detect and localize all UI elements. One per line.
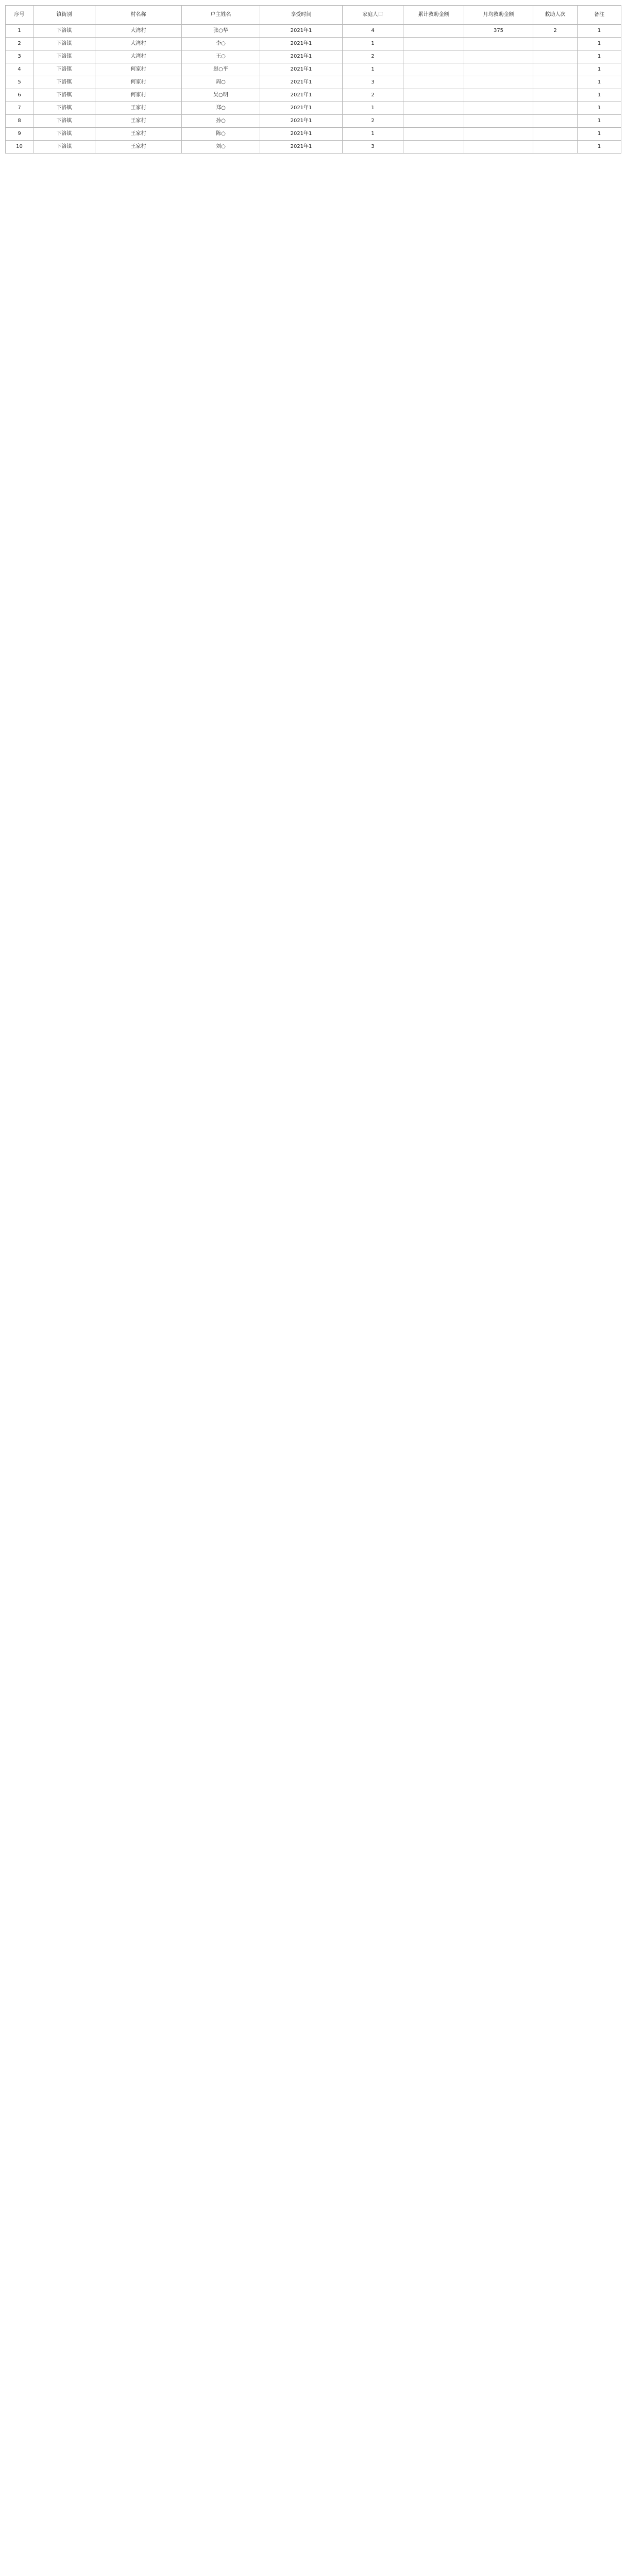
- table-cell: 赵○平: [182, 63, 260, 76]
- table-cell: 2021年1: [260, 115, 343, 128]
- table-cell: 下洛镇: [33, 89, 95, 102]
- table-cell: 下洛镇: [33, 102, 95, 115]
- roster-sheet: [5, 5, 621, 154]
- table-cell: 2021年1: [260, 76, 343, 89]
- table-cell: 1: [343, 102, 403, 115]
- table-cell: 6: [6, 89, 33, 102]
- table-cell: [464, 141, 533, 154]
- table-cell: [464, 115, 533, 128]
- table-cell: [403, 25, 464, 38]
- table-cell: 2021年1: [260, 89, 343, 102]
- table-row: [6, 141, 621, 154]
- table-cell: [403, 141, 464, 154]
- column-header: 月均救助金额: [464, 6, 533, 25]
- table-cell: 5: [6, 76, 33, 89]
- table-cell: 3: [343, 141, 403, 154]
- table-cell: [464, 63, 533, 76]
- table-cell: 2: [343, 115, 403, 128]
- table-cell: [464, 89, 533, 102]
- table-cell: 1: [578, 76, 621, 89]
- table-cell: 2: [343, 89, 403, 102]
- table-cell: [464, 50, 533, 63]
- table-cell: 王○: [182, 50, 260, 63]
- table-row: [6, 102, 621, 115]
- table-row: [6, 38, 621, 50]
- table-cell: [403, 102, 464, 115]
- table-cell: 2021年1: [260, 38, 343, 50]
- table-cell: [403, 63, 464, 76]
- table-cell: 周○: [182, 76, 260, 89]
- table-cell: 大湾村: [95, 38, 182, 50]
- table-cell: 2: [533, 25, 578, 38]
- table-cell: [533, 63, 578, 76]
- table-cell: 1: [343, 38, 403, 50]
- table-cell: [464, 128, 533, 141]
- table-cell: 1: [578, 141, 621, 154]
- table-cell: 1: [6, 25, 33, 38]
- table-cell: 李○: [182, 38, 260, 50]
- table-cell: 1: [343, 128, 403, 141]
- table-cell: 吴○明: [182, 89, 260, 102]
- table-row: [6, 76, 621, 89]
- table-cell: 375: [464, 25, 533, 38]
- column-header: 备注: [578, 6, 621, 25]
- table-cell: 下洛镇: [33, 50, 95, 63]
- table-cell: 下洛镇: [33, 128, 95, 141]
- table-cell: [533, 50, 578, 63]
- table-cell: [403, 115, 464, 128]
- table-cell: 下洛镇: [33, 141, 95, 154]
- table-cell: [464, 102, 533, 115]
- table-cell: 1: [578, 128, 621, 141]
- table-cell: 郑○: [182, 102, 260, 115]
- table-cell: 王家村: [95, 128, 182, 141]
- table-cell: [403, 89, 464, 102]
- table-cell: 1: [578, 102, 621, 115]
- table-cell: 张○华: [182, 25, 260, 38]
- table-cell: 2021年1: [260, 128, 343, 141]
- table-cell: 1: [578, 89, 621, 102]
- table-cell: 1: [343, 63, 403, 76]
- table-cell: 王家村: [95, 115, 182, 128]
- table-row: [6, 115, 621, 128]
- table-cell: 2: [343, 50, 403, 63]
- table-cell: 2: [6, 38, 33, 50]
- column-header: 镇街别: [33, 6, 95, 25]
- table-cell: 8: [6, 115, 33, 128]
- table-cell: 下洛镇: [33, 38, 95, 50]
- table-cell: [403, 50, 464, 63]
- column-header: 享受时间: [260, 6, 343, 25]
- roster-table: [5, 5, 621, 154]
- column-header: 序号: [6, 6, 33, 25]
- table-cell: 下洛镇: [33, 76, 95, 89]
- table-cell: 王家村: [95, 102, 182, 115]
- table-cell: [533, 115, 578, 128]
- table-cell: [403, 76, 464, 89]
- table-body: [6, 25, 621, 154]
- table-cell: [403, 38, 464, 50]
- table-cell: 刘○: [182, 141, 260, 154]
- table-cell: 1: [578, 63, 621, 76]
- column-header: 村名称: [95, 6, 182, 25]
- table-cell: 何家村: [95, 89, 182, 102]
- table-cell: 4: [6, 63, 33, 76]
- table-cell: 下洛镇: [33, 63, 95, 76]
- table-cell: 下洛镇: [33, 25, 95, 38]
- column-header: 救助人次: [533, 6, 578, 25]
- table-cell: 2021年1: [260, 141, 343, 154]
- table-cell: [533, 128, 578, 141]
- table-row: [6, 128, 621, 141]
- table-cell: 孙○: [182, 115, 260, 128]
- table-cell: 2021年1: [260, 25, 343, 38]
- table-row: [6, 50, 621, 63]
- table-cell: 1: [578, 25, 621, 38]
- table-cell: [533, 141, 578, 154]
- table-cell: [464, 38, 533, 50]
- table-cell: 3: [343, 76, 403, 89]
- column-header: 家庭人口: [343, 6, 403, 25]
- table-row: [6, 89, 621, 102]
- table-cell: 王家村: [95, 141, 182, 154]
- table-cell: [533, 89, 578, 102]
- table-cell: 7: [6, 102, 33, 115]
- column-header: 累计救助金额: [403, 6, 464, 25]
- table-cell: 1: [578, 115, 621, 128]
- table-row: [6, 63, 621, 76]
- table-cell: [403, 128, 464, 141]
- table-cell: 陈○: [182, 128, 260, 141]
- table-cell: 下洛镇: [33, 115, 95, 128]
- table-cell: 3: [6, 50, 33, 63]
- table-cell: [464, 76, 533, 89]
- table-cell: 1: [578, 50, 621, 63]
- table-header-row: [6, 6, 621, 25]
- table-cell: 大湾村: [95, 25, 182, 38]
- column-header: 户主姓名: [182, 6, 260, 25]
- table-cell: 9: [6, 128, 33, 141]
- table-cell: 何家村: [95, 76, 182, 89]
- table-cell: 大湾村: [95, 50, 182, 63]
- table-cell: [533, 76, 578, 89]
- table-row: [6, 25, 621, 38]
- table-cell: 何家村: [95, 63, 182, 76]
- table-cell: 1: [578, 38, 621, 50]
- table-cell: [533, 38, 578, 50]
- table-cell: 2021年1: [260, 102, 343, 115]
- table-cell: 10: [6, 141, 33, 154]
- table-cell: 2021年1: [260, 50, 343, 63]
- table-cell: 2021年1: [260, 63, 343, 76]
- table-cell: [533, 102, 578, 115]
- table-cell: 4: [343, 25, 403, 38]
